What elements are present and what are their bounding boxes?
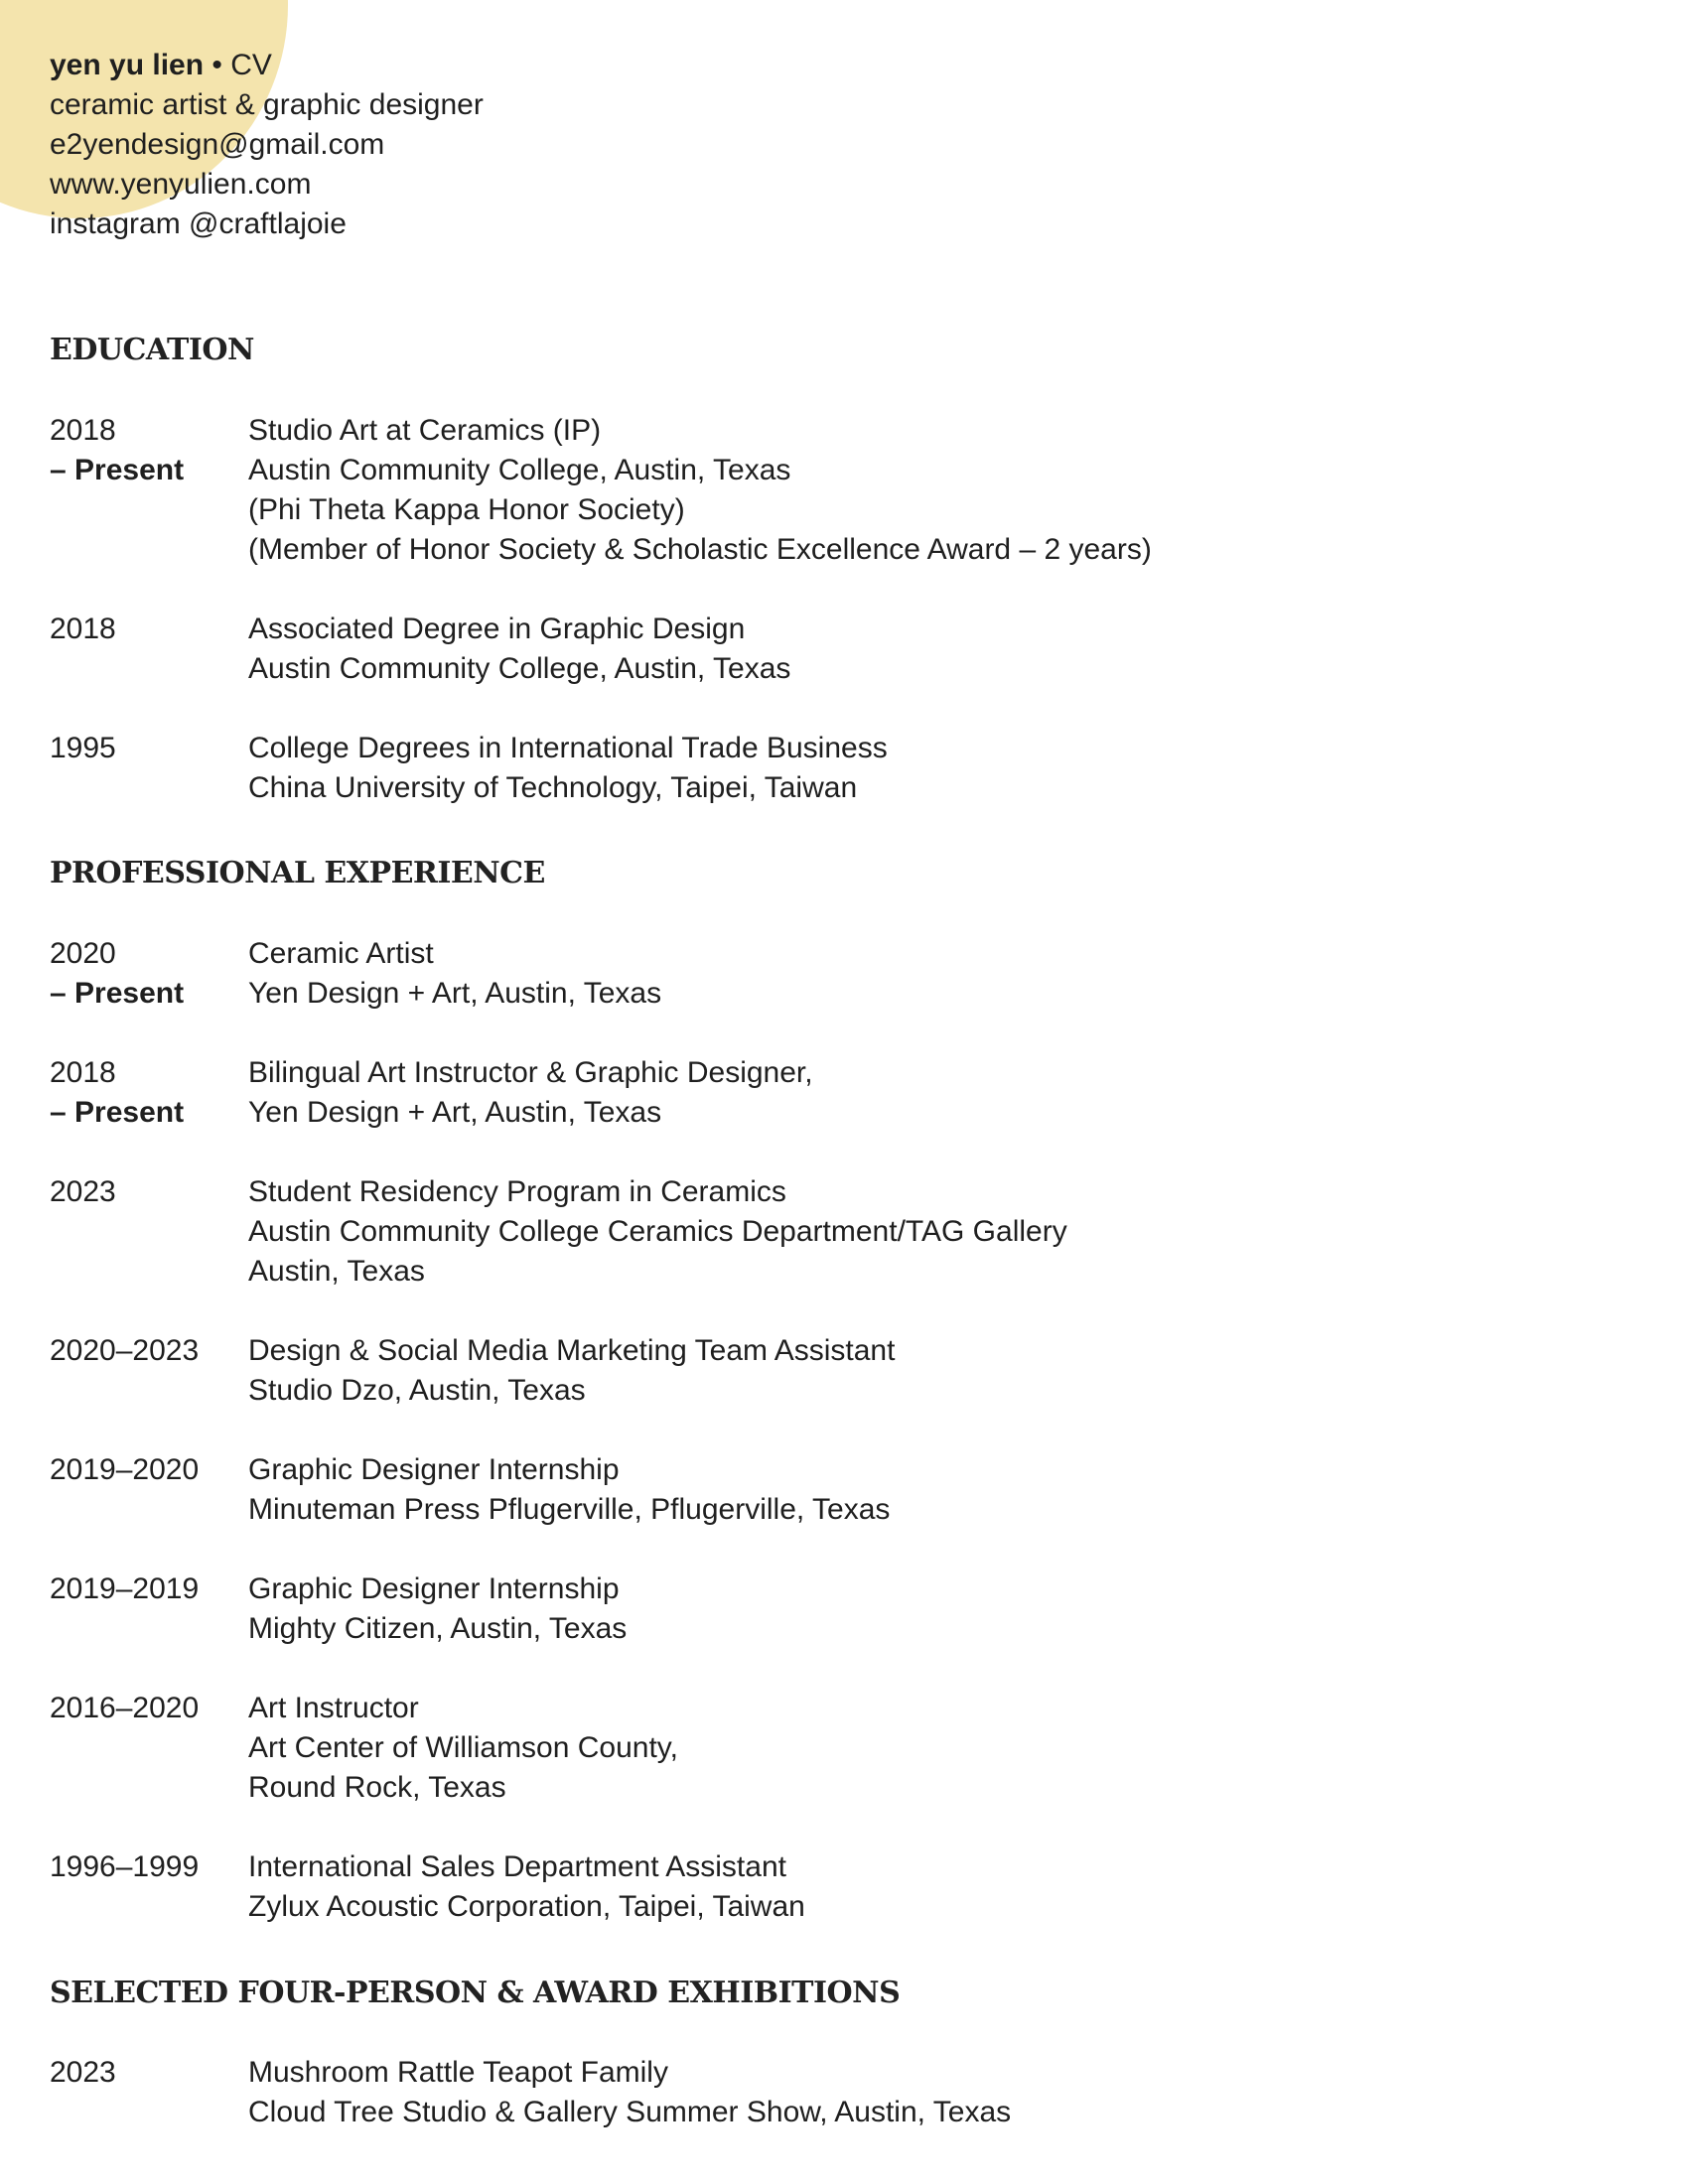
exhibitions-heading: SELECTED FOUR-PERSON & AWARD EXHIBITIONS — [50, 1976, 901, 2010]
entry-details: Graphic Designer Internship Mighty Citizen, Austin, Texas — [248, 1572, 628, 1645]
entry-details: Art Instructor Art Center of Williamson County, Round Rock, Texas — [248, 1692, 678, 1804]
entry-date: 2018 — [50, 613, 116, 645]
entry-date: 1996–1999 — [50, 1850, 200, 1883]
artist-role: ceramic artist & graphic designer — [50, 88, 484, 121]
name-line — [50, 46, 484, 85]
entry-details: Design & Social Media Marketing Team Assistant Studio Dzo, Austin, Texas — [248, 1334, 896, 1407]
entry-date: 2023 — [50, 1175, 116, 1208]
entry-details: College Degrees in International Trade Business China University of Technology, Taipei, Taiwan — [248, 732, 888, 804]
entry-details: Student Residency Program in Ceramics Austin Community College Ceramics Department/TAG Gallery Austin, Texas — [248, 1175, 1067, 1288]
entry-details: Bilingual Art Instructor & Graphic Designer, Yen Design + Art, Austin, Texas — [248, 1056, 813, 1129]
entry-date: 2018 – Present — [50, 1056, 185, 1129]
entry-details: International Sales Department Assistant Zylux Acoustic Corporation, Taipei, Taiwan — [248, 1850, 805, 1923]
entry-details: Mushroom Rattle Teapot Family Cloud Tree Studio & Gallery Summer Show, Austin, Texas — [248, 2056, 1012, 2128]
entry-details: Graphic Designer Internship Minuteman Press Pflugerville, Pflugerville, Texas — [248, 1453, 891, 1526]
entry-date: 2020–2023 — [50, 1334, 200, 1367]
entry-date: 2016–2020 — [50, 1692, 200, 1724]
email-address[interactable]: e2yendesign@gmail.com — [50, 128, 385, 161]
entry-date: 2018 – Present — [50, 414, 185, 486]
website-link[interactable]: www.yenyulien.com — [50, 168, 312, 201]
entry-date: 2019–2019 — [50, 1572, 200, 1605]
instagram-handle[interactable]: instagram @craftlajoie — [50, 207, 347, 240]
entry-date: 2023 — [50, 2056, 116, 2089]
entry-details: Studio Art at Ceramics (IP) Austin Community College, Austin, Texas (Phi Theta Kappa Honor Society) (Member of Honor Society & Scholastic Excellence Award – 2 years) — [248, 414, 1152, 566]
cv-label: • CV — [204, 49, 272, 81]
entry-details: Associated Degree in Graphic Design Austin Community College, Austin, Texas — [248, 613, 791, 685]
entry-details: Ceramic Artist Yen Design + Art, Austin, Texas — [248, 937, 662, 1010]
cv-header — [50, 46, 484, 244]
entry-date: 2019–2020 — [50, 1453, 200, 1486]
entry-date: 1995 — [50, 732, 116, 764]
artist-name: yen yu lien — [50, 49, 205, 81]
entry-date: 2020 – Present — [50, 937, 185, 1010]
experience-heading: PROFESSIONAL EXPERIENCE — [50, 856, 545, 890]
education-heading: EDUCATION — [50, 333, 254, 367]
